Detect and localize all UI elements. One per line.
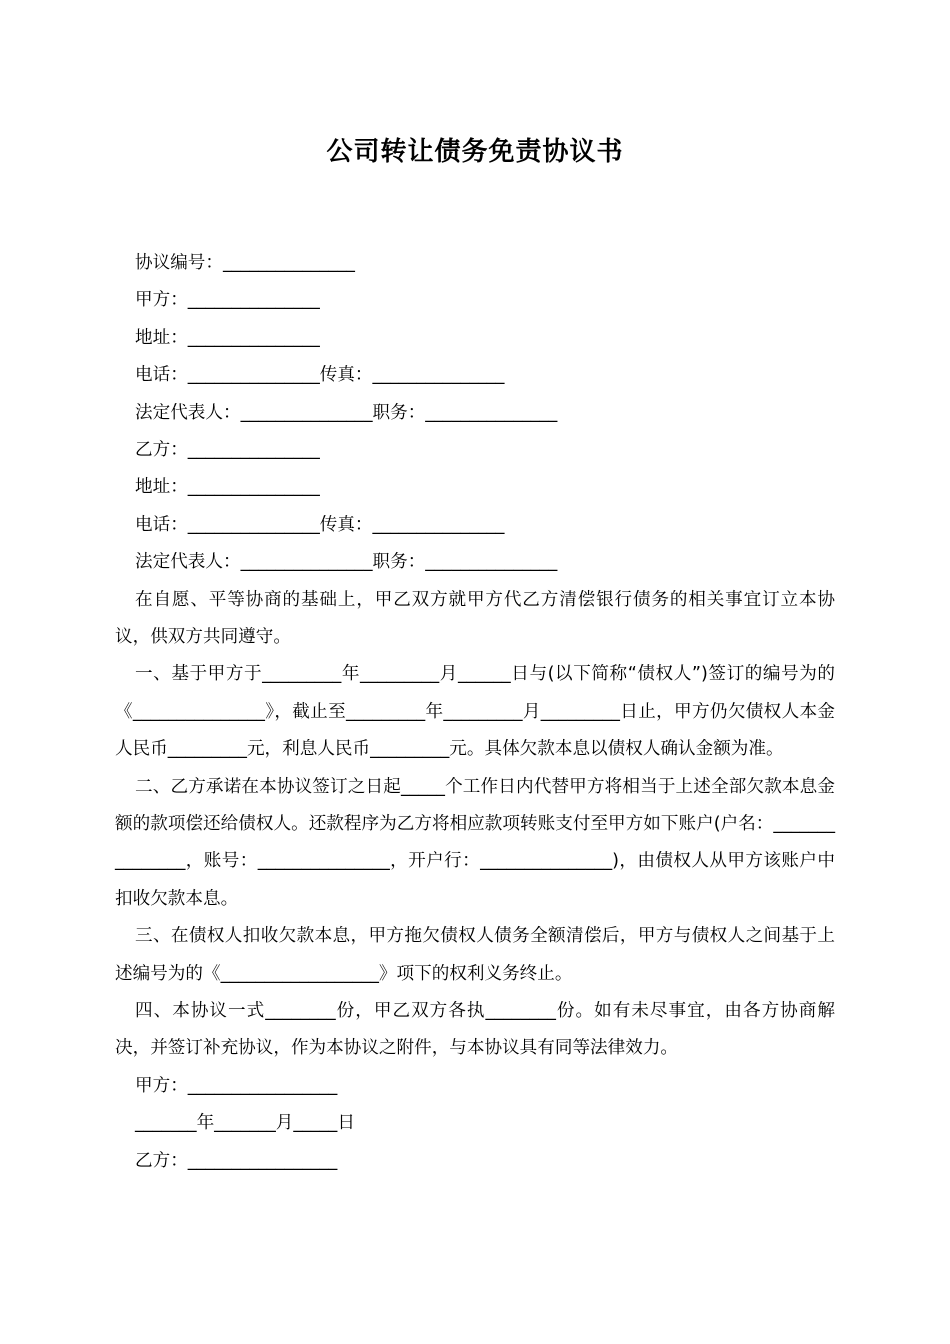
party-b-representative-line: 法定代表人：_______________职务：_______________ xyxy=(135,552,558,573)
party-b-address-line: 地址：_______________ xyxy=(135,477,320,498)
party-a-signature-line: 甲方：_________________ xyxy=(135,1075,338,1096)
party-a-address-line: 地址：_______________ xyxy=(135,327,320,348)
party-b-signature-line: 乙方：_________________ xyxy=(135,1150,338,1171)
signature-date-line: _______年_______月_____日 xyxy=(135,1113,355,1134)
agreement-number-line: 协议编号：_______________ xyxy=(135,253,355,273)
document-body xyxy=(115,245,835,1180)
party-b-line: 乙方：_______________ xyxy=(135,439,320,460)
clause-2-paragraph: 二、乙方承诺在本协议签订之日起_____个工作日内代替甲方将相当于上述全部欠款本息金额的款项偿还给债权人。还款程序为乙方将相应款项转账支付至甲方如下账户(户名：_______________，账号：_______________，开户行：_______________)，由债权人从甲方该账户中扣收欠款本息。 xyxy=(115,776,835,909)
party-b-phone-fax-line: 电话：_______________传真：_______________ xyxy=(135,514,505,535)
document-title: 公司转让债务免责协议书 xyxy=(326,137,624,167)
clause-3-paragraph: 三、在债权人扣收欠款本息，甲方拖欠债权人债务全额清偿后，甲方与债权人之间基于上述编号为的《__________________》项下的权利义务终止。 xyxy=(115,926,835,984)
party-a-line: 甲方：_______________ xyxy=(135,290,320,311)
party-a-representative-line: 法定代表人：_______________职务：_______________ xyxy=(135,402,558,423)
preamble-paragraph: 在自愿、平等协商的基础上，甲乙双方就甲方代乙方清偿银行债务的相关事宜订立本协议，供双方共同遵守。 xyxy=(115,589,835,647)
party-a-phone-fax-line: 电话：_______________传真：_______________ xyxy=(135,365,505,386)
clause-4-paragraph: 四、本协议一式________份，甲乙双方各执________份。如有未尽事宜，由各方协商解决，并签订补充协议，作为本协议之附件，与本协议具有同等法律效力。 xyxy=(115,1000,835,1059)
clause-1-paragraph: 一、基于甲方于_________年_________月______日与(以下简称“债权人”)签订的编号为的《_______________》，截止至_________年_________月_________日止，甲方仍欠债权人本金人民币_________元，利息人民币_________元。具体欠款本息以债权人确认金额为准。 xyxy=(115,664,835,760)
